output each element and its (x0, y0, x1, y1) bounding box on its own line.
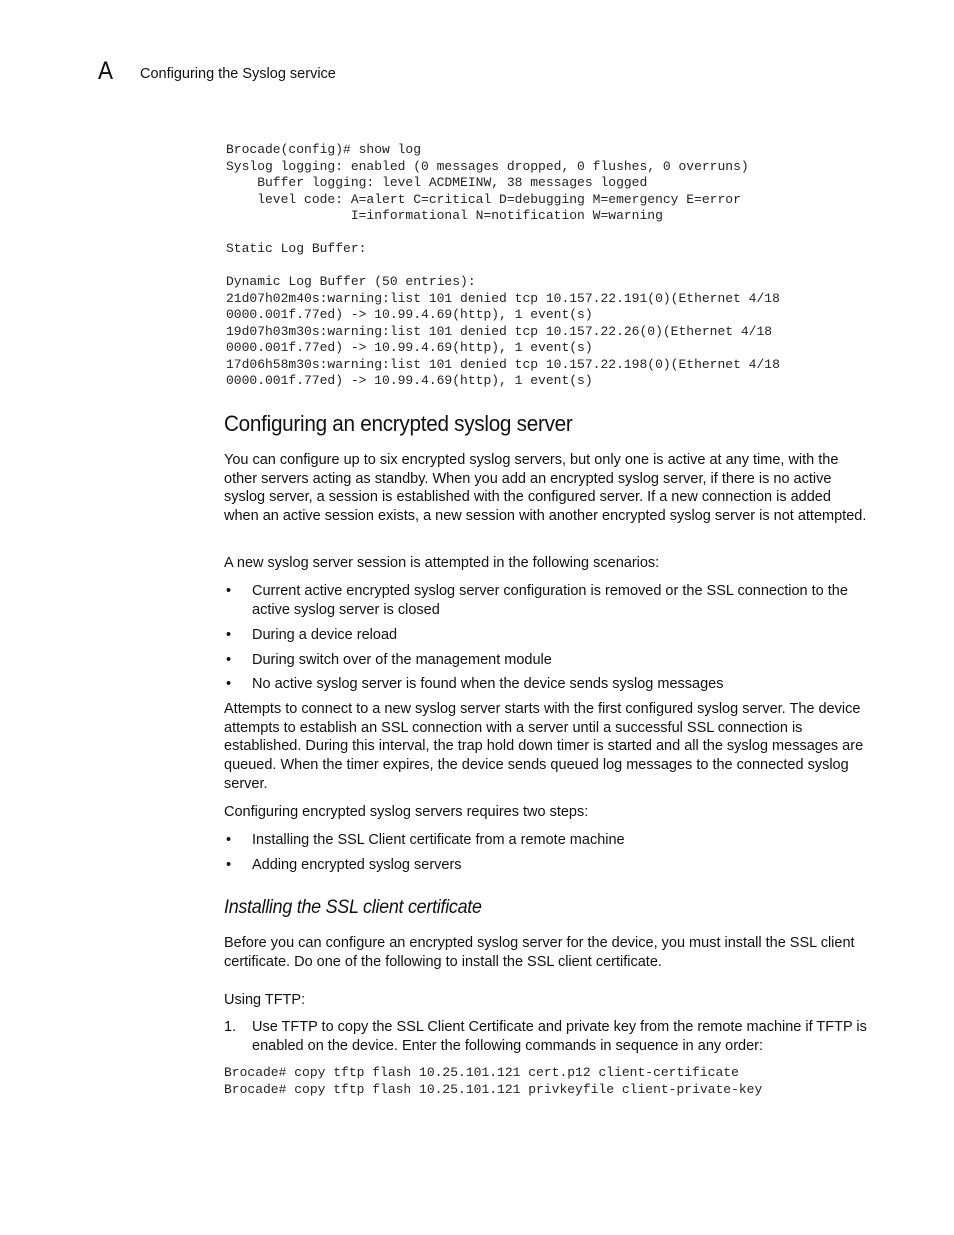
subsection-heading: Installing the SSL client certificate (224, 896, 482, 918)
list-item-text: Current active encrypted syslog server configuration is removed or the SSL connection to the active syslog server is closed (252, 583, 848, 618)
list-item-text: During a device reload (252, 627, 398, 643)
scenarios-intro-paragraph: A new syslog server session is attempted in the following scenarios: (224, 555, 660, 571)
attempts-paragraph: Attempts to connect to a new syslog server starts with the first configured syslog server. The device attempts to establish an SSL connection with a server until a successful SSL connection is established. During this interval, the trap hold down timer is started and all the syslog messages are queued. When the timer expires, the device sends queued log messages to the connected syslog server. (224, 701, 864, 792)
code-line: I=informational N=notification W=warning (226, 208, 663, 223)
section-heading: Configuring an encrypted syslog server (224, 411, 573, 436)
list-item-text: Adding encrypted syslog servers (252, 857, 462, 873)
bullet-icon: • (226, 583, 232, 599)
list-item-text: Installing the SSL Client certificate from a remote machine (252, 832, 625, 848)
code-line: Dynamic Log Buffer (50 entries): (226, 274, 476, 289)
subsection-intro-paragraph: Before you can configure an encrypted syslog server for the device, you must install the SSL client certificate. Do one of the following to install the SSL client certificate. (224, 935, 855, 970)
appendix-letter: A (98, 57, 114, 85)
code-line: Brocade# copy tftp flash 10.25.101.121 cert.p12 client-certificate (224, 1065, 739, 1080)
list-item-text: During switch over of the management module (252, 652, 552, 668)
code-line: Brocade# copy tftp flash 10.25.101.121 privkeyfile client-private-key (224, 1081, 763, 1097)
code-line: 21d07h02m40s:warning:list 101 denied tcp 10.157.22.191(0)(Ethernet 4/18 (226, 290, 780, 306)
code-line: level code: A=alert C=critical D=debugging M=emergency E=error (226, 191, 741, 207)
bullet-icon: • (226, 676, 232, 692)
code-line: 17d06h58m30s:warning:list 101 denied tcp 10.157.22.198(0)(Ethernet 4/18 (226, 356, 780, 372)
bullet-icon: • (226, 652, 232, 668)
list-item-text: No active syslog server is found when the device sends syslog messages (252, 676, 724, 692)
code-line: Brocade(config)# show log (226, 142, 422, 157)
method-label: Using TFTP: (224, 992, 306, 1008)
step-number: 1. (224, 1019, 237, 1035)
code-line: 19d07h03m30s:warning:list 101 denied tcp 10.157.22.26(0)(Ethernet 4/18 (226, 323, 773, 339)
code-line: 0000.001f.77ed) -> 10.99.4.69(http), 1 event(s) (226, 307, 593, 322)
step-text: Use TFTP to copy the SSL Client Certificate and private key from the remote machine if TFTP is enabled on the device. Enter the following commands in sequence in any order: (252, 1019, 867, 1054)
intro-paragraph: You can configure up to six encrypted syslog servers, but only one is active at any time, with the other servers acting as standby. When you add an encrypted syslog server, if there is no active syslog server, a session is established with the configured server. If a new connection is added when an active session exists, a new session with another encrypted syslog server is not attempted. (224, 452, 867, 525)
show-log-code-block (226, 142, 780, 390)
code-line: Buffer logging: level ACDMEINW, 38 messages logged (226, 175, 648, 190)
code-line: Static Log Buffer: (226, 241, 367, 256)
bullet-icon: • (226, 857, 232, 873)
code-line: 0000.001f.77ed) -> 10.99.4.69(http), 1 event(s) (226, 340, 593, 355)
bullet-icon: • (226, 832, 232, 848)
code-line: 0000.001f.77ed) -> 10.99.4.69(http), 1 event(s) (226, 373, 593, 388)
bullet-icon: • (226, 627, 232, 643)
tftp-code-block (224, 1065, 762, 1098)
code-line: Syslog logging: enabled (0 messages dropped, 0 flushes, 0 overruns) (226, 158, 749, 174)
steps-intro-paragraph: Configuring encrypted syslog servers requires two steps: (224, 804, 589, 820)
running-header-title: Configuring the Syslog service (140, 66, 336, 82)
